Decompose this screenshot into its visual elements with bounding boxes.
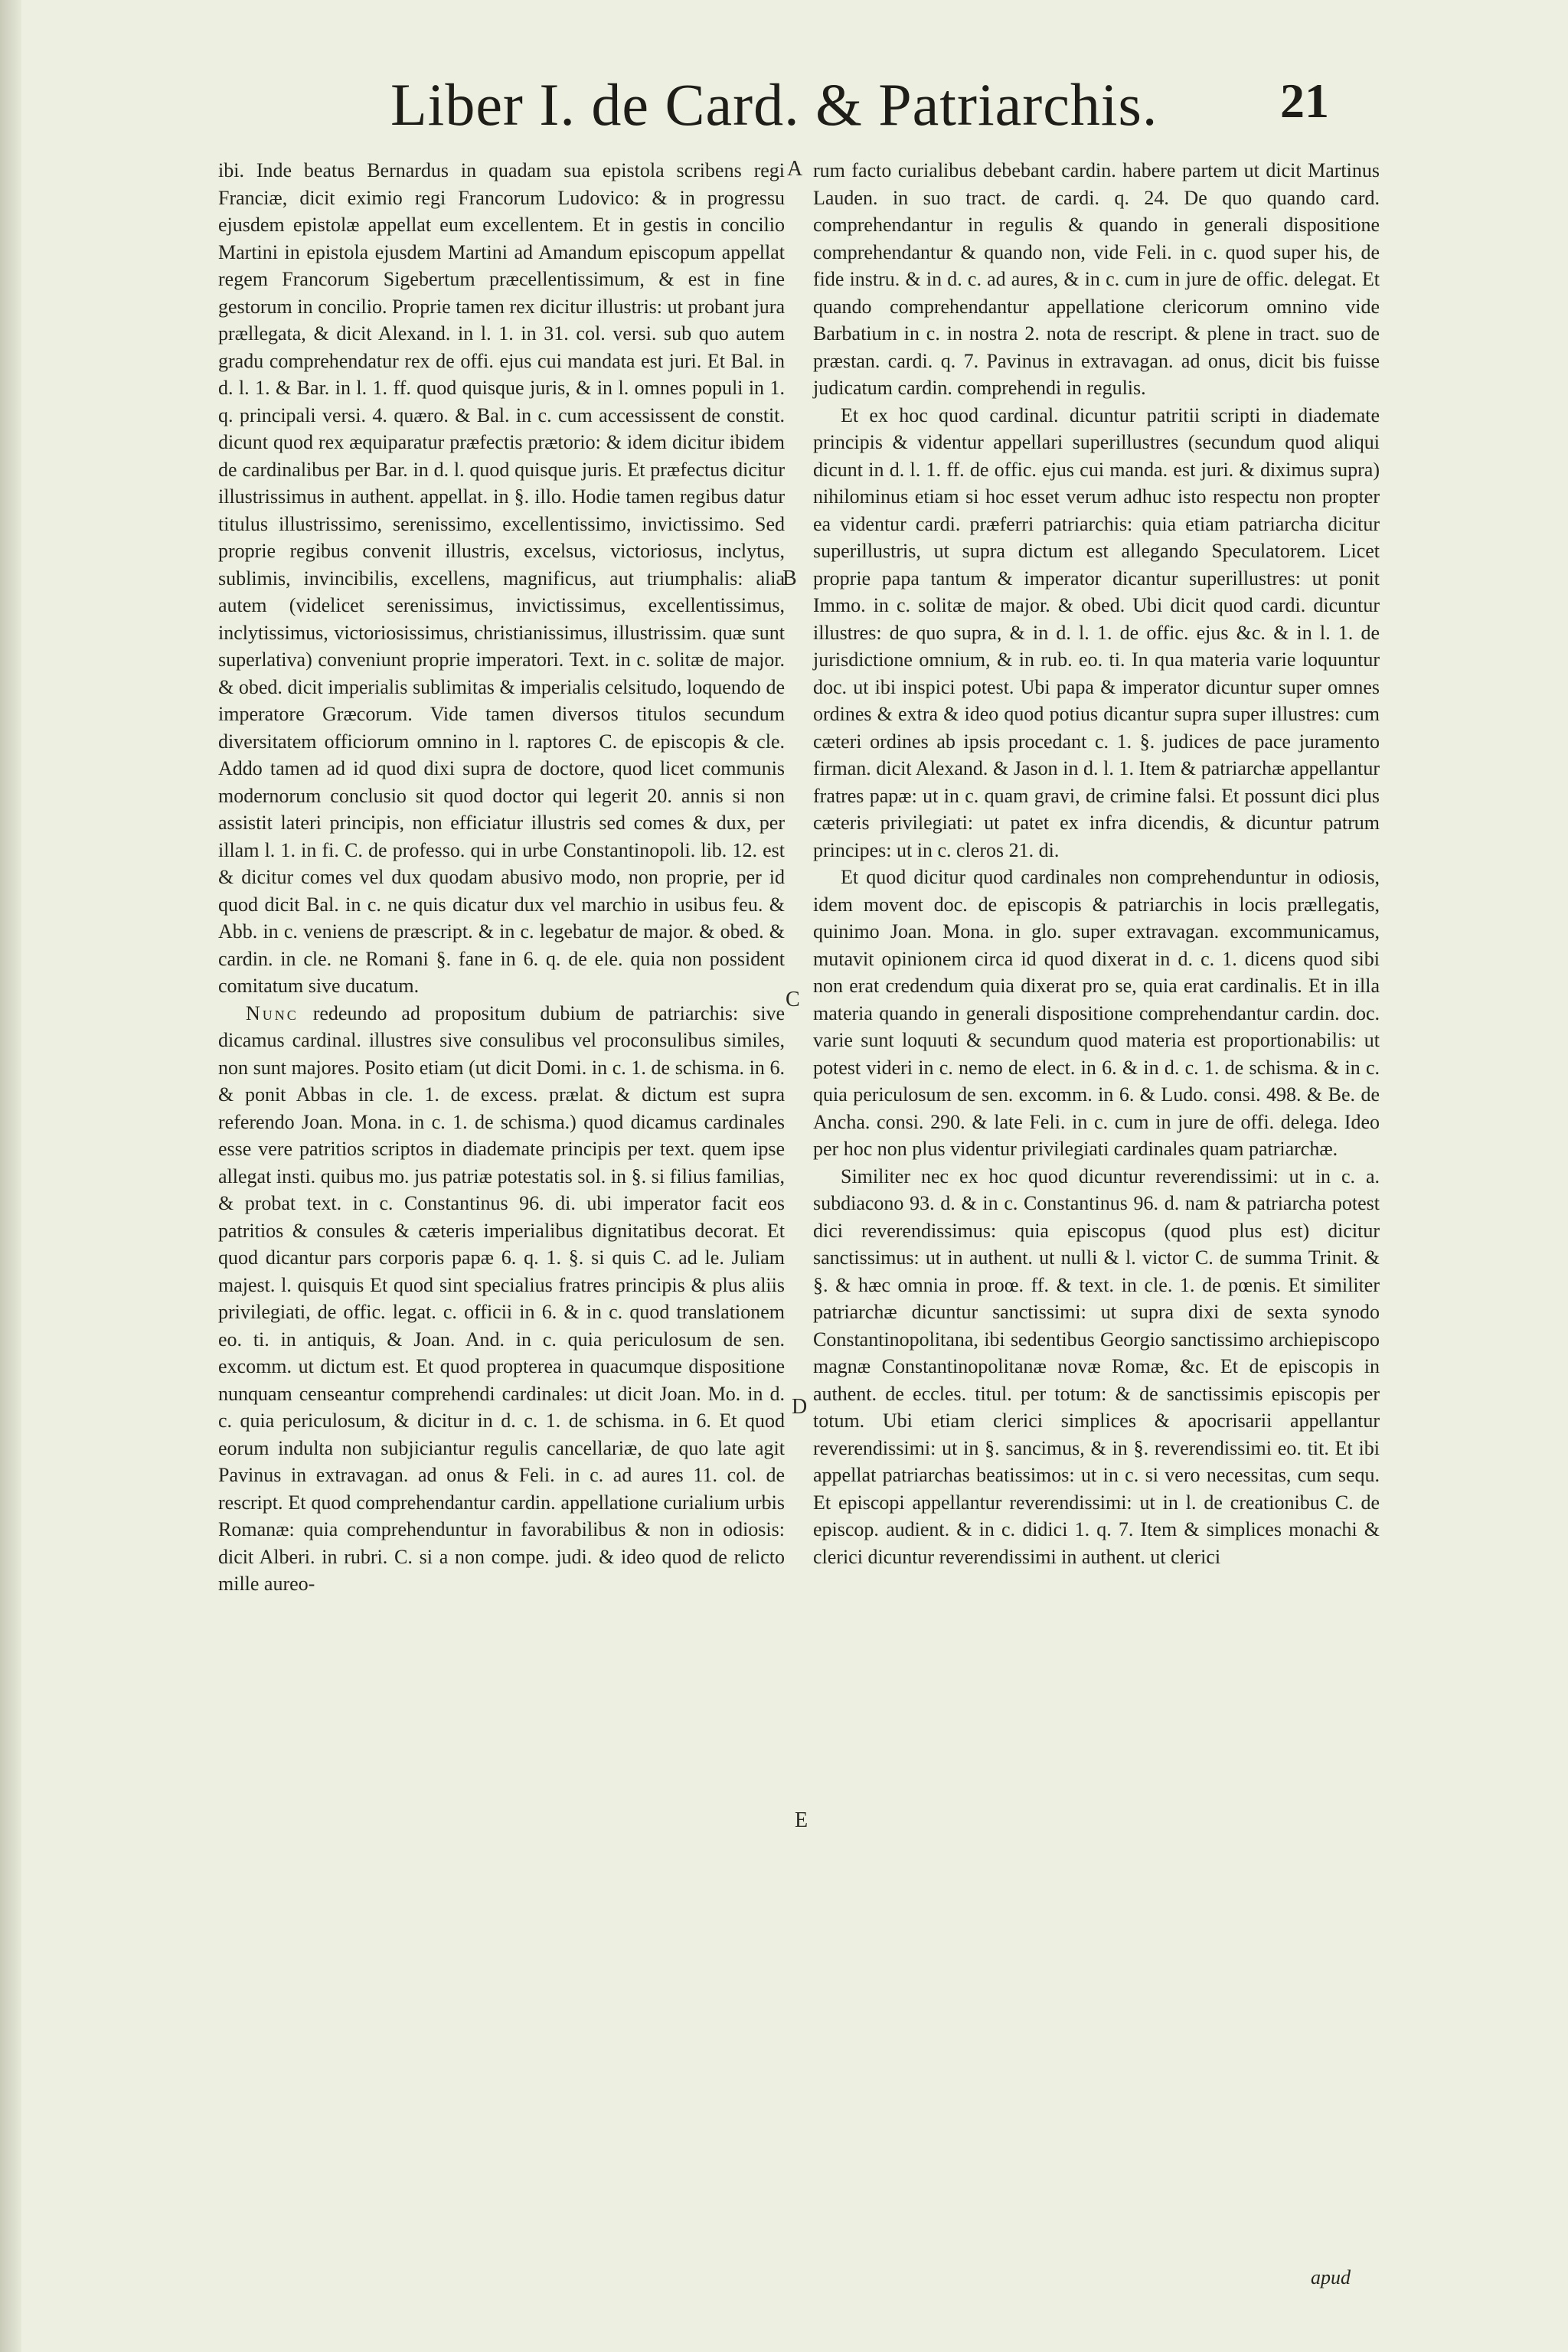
right-paragraph-2: Et ex hoc quod cardinal. dicuntur patritii scripti in diademate principis & videntur appellari superillustres (secundum quod aliqui dicunt in d. l. 1. ff. de offic. ejus cui manda. est juri. & diximus supra) nihilominus etiam si hoc esset verum adhuc isto respectu non propter ea videntur cardi. præferri patriarchis: quia etiam patriarcha dicitur superillustris, ut supra dictum est allegando Speculatorem. Licet proprie papa tantum & imperator dicantur superillustres: ut ponit Immo. in c. solitæ de major. & obed. Ubi dicit quod cardi. dicuntur illustres: de quo supra, & in d. l. 1. de offic. ejus &c. & in l. 1. de jurisdictione omnium, & in rub. eo. ti. In qua materia varie loquuntur doc. ut ibi inspici potest. Ubi papa & imperator dicuntur super omnes ordines & extra & ideo quod potius dicantur supra super illustres: cum cæteri ordines ab ipsis procedant c. 1. §. judices de pace juramento firman. dicit Alexand. & Jason in d. l. 1. Item & patriarchæ appellantur fratres papæ: ut in c. quam gravi, de crimine falsi. Et possunt dici plus cæteris privilegiati: ut patet ex infra dicendis, & dicuntur patrum principes: ut in c. cleros 21. di. [813, 403, 1380, 861]
catchword: apud [1311, 2266, 1351, 2288]
margin-letter-a: A [787, 157, 803, 181]
margin-letter-e: E [795, 1808, 808, 1832]
right-paragraph-4: Similiter nec ex hoc quod dicuntur reverendissimi: ut in c. a. subdiacono 93. d. & in c. Constantinus 96. d. nam & patriarcha potest dici reverendissimus: quia episcopus (quod plus est) dicitur sanctissimus: ut in authent. ut nulli & l. victor C. de summa Trinit. & §. & hæc omnia in proœ. ff. & text. in cle. 1. de pœnis. Et similiter patriarchæ dicuntur sanctissimi: ut supra dixi de sexta synodo Constantinopolitana, ibi sedentibus Georgio sanctissimo archiepiscopo magnæ Constantinopolitanæ novæ Romæ, &c. Et de episcopis in authent. de eccles. titul. per totum: & de sanctissimis episcopis per totum. Ubi etiam clerici simplices & apocrisarii appellantur reverendissimi: ut in §. sancimus, & in §. reverendissimi eo. tit. Et ibi appellat patriarchas beatissimos: ut in c. si vero necessitas, cum sequ. Et episcopi appellantur reverendissimi: ut in l. de creationibus C. de episcop. audient. & in c. didici 1. q. 7. Item & simplices monachi & clerici dicuntur reverendissimi in authent. ut clerici [813, 1165, 1380, 1568]
binding-gutter [0, 0, 21, 2352]
left-paragraph-2 [218, 1000, 785, 1598]
margin-letter-c: C [786, 988, 800, 1011]
left-paragraph-2-text: redeundo ad propositum dubium de patriarchis: sive dicamus cardinal. illustres sive consulibus vel proconsulibus similes, non sunt majores. Posito etiam (ut dicit Domi. in c. 1. de schisma. in 6. & ponit Abbas in cle. 1. de excess. prælat. & dictum est supra referendo Joan. Mona. in c. 1. de schisma.) quod dicamus cardinales esse vere patritios scriptos in diademate principis per text. quem ipse allegat insti. quibus mo. jus patriæ potestatis sol. in §. si filius familias, & probat text. in c. Constantinus 96. di. ubi imperator facit eos patritios & consules & cæteris imperialibus dignitatibus decorat. Et quod dicantur pars corporis papæ 6. q. 1. §. si quis C. ad le. Juliam majest. l. quisquis Et quod sint specialius fratres principis & plus aliis privilegiati, de offic. legat. c. officii in 6. & in c. quod translationem eo. ti. in antiquis, & Joan. And. in c. quia periculosum de sen. excomm. ut dictum est. Et quod propterea in quacumque dispositione nunquam censeantur comprehendi cardinales: ut dicit Joan. Mo. in d. c. quia periculosum, & dicitur in d. c. 1. de schisma. in 6. Et quod eorum indulta non subjiciantur regulis cancellariæ, de quo late agit Pavinus in extravagan. ad onus & Feli. in c. ad aures 11. col. de rescript. Et quod comprehendantur cardin. appellatione curialium urbis Romanæ: quia comprehenduntur in favorabilibus & non in odiosis: dicit Alberi. in rubri. C. si a non compe. judi. & ideo quod de relicto mille aureo- [218, 1001, 785, 1595]
page-number: 21 [1280, 74, 1329, 128]
right-column [813, 157, 1380, 1570]
margin-letter-d: D [792, 1395, 808, 1419]
left-column [218, 157, 785, 1598]
paragraph-lead-word: Nunc [246, 1001, 299, 1024]
right-paragraph-1: rum facto curialibus debebant cardin. habere partem ut dicit Martinus Lauden. in suo tract. de cardi. q. 24. De quo quando card. comprehendantur in regulis & quando in generali dispositione comprehendantur & quando non, vide Feli. in c. quod super his, de fide instru. & in d. c. ad aures, & in c. cum in jure de offic. delegat. Et quando comprehendantur appellatione clericorum omnino vide Barbatium in c. in nostra 2. nota de rescript. & plene in tract. suo de præstan. cardi. q. 7. Pavinus in extravagan. ad onus, dicit bis fuisse judicatum cardin. comprehendi in regulis. [813, 159, 1380, 399]
left-paragraph-1: ibi. Inde beatus Bernardus in quadam sua epistola scribens regi Franciæ, dicit eximio regi Francorum Ludovico: & in progressu ejusdem epistolæ appellat eum excellentem. Et in gestis in concilio Martini in epistola ejusdem Martini ad Amandum episcopum appellat regem Francorum Sigebertum præcellentissimum, & est in fine gestorum in concilio. Proprie tamen rex dicitur illustris: ut probant jura prællegata, & dicit Alexand. in l. 1. in 31. col. versi. sub quo autem gradu comprehendatur rex de offi. ejus cui mandata est juri. Et Bal. in d. l. 1. & Bar. in l. 1. ff. quod quisque juris, & in l. omnes populi in 1. q. principali versi. 4. quæro. & Bal. in c. cum accessissent de constit. dicunt quod rex æquiparatur præfectis prætorio: & idem dicitur ibidem de cardinalibus per Bar. in d. l. quod quisque juris. Et præfectus dicitur illustrissimus in authent. appellat. in §. illo. Hodie tamen regibus datur titulus illustrissimo, serenissimo, excellentissimo, invictissimo. Sed proprie regibus convenit illustris, excelsus, victoriosus, inclytus, sublimis, invincibilis, excellens, magnificus, aut triumphalis: alia autem (videlicet serenissimus, invictissimus, excellentissimus, inclytissimus, victoriosissimus, christianissimus, illustrissim. quæ sunt superlativa) conveniunt proprie imperatori. Text. in c. solitæ de major. & obed. dicit imperialis sublimitas & imperialis celsitudo, loquendo de imperatore Græcorum. Vide tamen diversos titulos secundum diversitatem officiorum omnino in l. raptores C. de episcopis & cle. Addo tamen ad id quod dixi supra de doctore, quod licet communis modernorum conclusio sit quod doctor qui legerit 20. annis si non assistit lateri principis, non efficiatur illustris sed comes & dux, per illam l. 1. in fi. C. de professo. qui in urbe Constantinopoli. lib. 12. est & dicitur comes vel dux quodam abusivo modo, non proprie, per id quod dicit Bal. in c. ne quis dicatur dux vel marchio in usibus feu. & Abb. in c. veniens de præscript. & in c. legebatur de major. & obed. & cardin. in cle. ne Romani §. fane in 6. q. de ele. quia non possident comitatum sive ducatum. [218, 159, 785, 997]
margin-letter-b: B [782, 567, 797, 590]
running-title: Liber I. de Card. & Patriarchis. [390, 71, 1158, 138]
right-paragraph-3: Et quod dicitur quod cardinales non comprehenduntur in odiosis, idem movent doc. de episcopis & patriarchis in locis prællegatis, quinimo Joan. Mona. in glo. super extravagan. excommunicamus, mutavit opinionem circa id quod dixerat in d. c. 1. dicens quod sibi non erat credendum quia dixerat pro se, quia erat cardinalis. Et in illa materia quando in generali dispositione comprehendantur cardin. doc. varie sunt loquuti & secundum quod materia est proportionabilis: ut potest videri in c. nemo de elect. in 6. & in d. c. 1. de schisma. & in c. quia periculosum de sen. excomm. in 6. & Ludo. consi. 498. & Be. de Ancha. consi. 290. & late Feli. in c. cum in jure de offi. delega. Ideo per hoc non plus videntur privilegiati cardinales quam patriarchæ. [813, 866, 1380, 1160]
